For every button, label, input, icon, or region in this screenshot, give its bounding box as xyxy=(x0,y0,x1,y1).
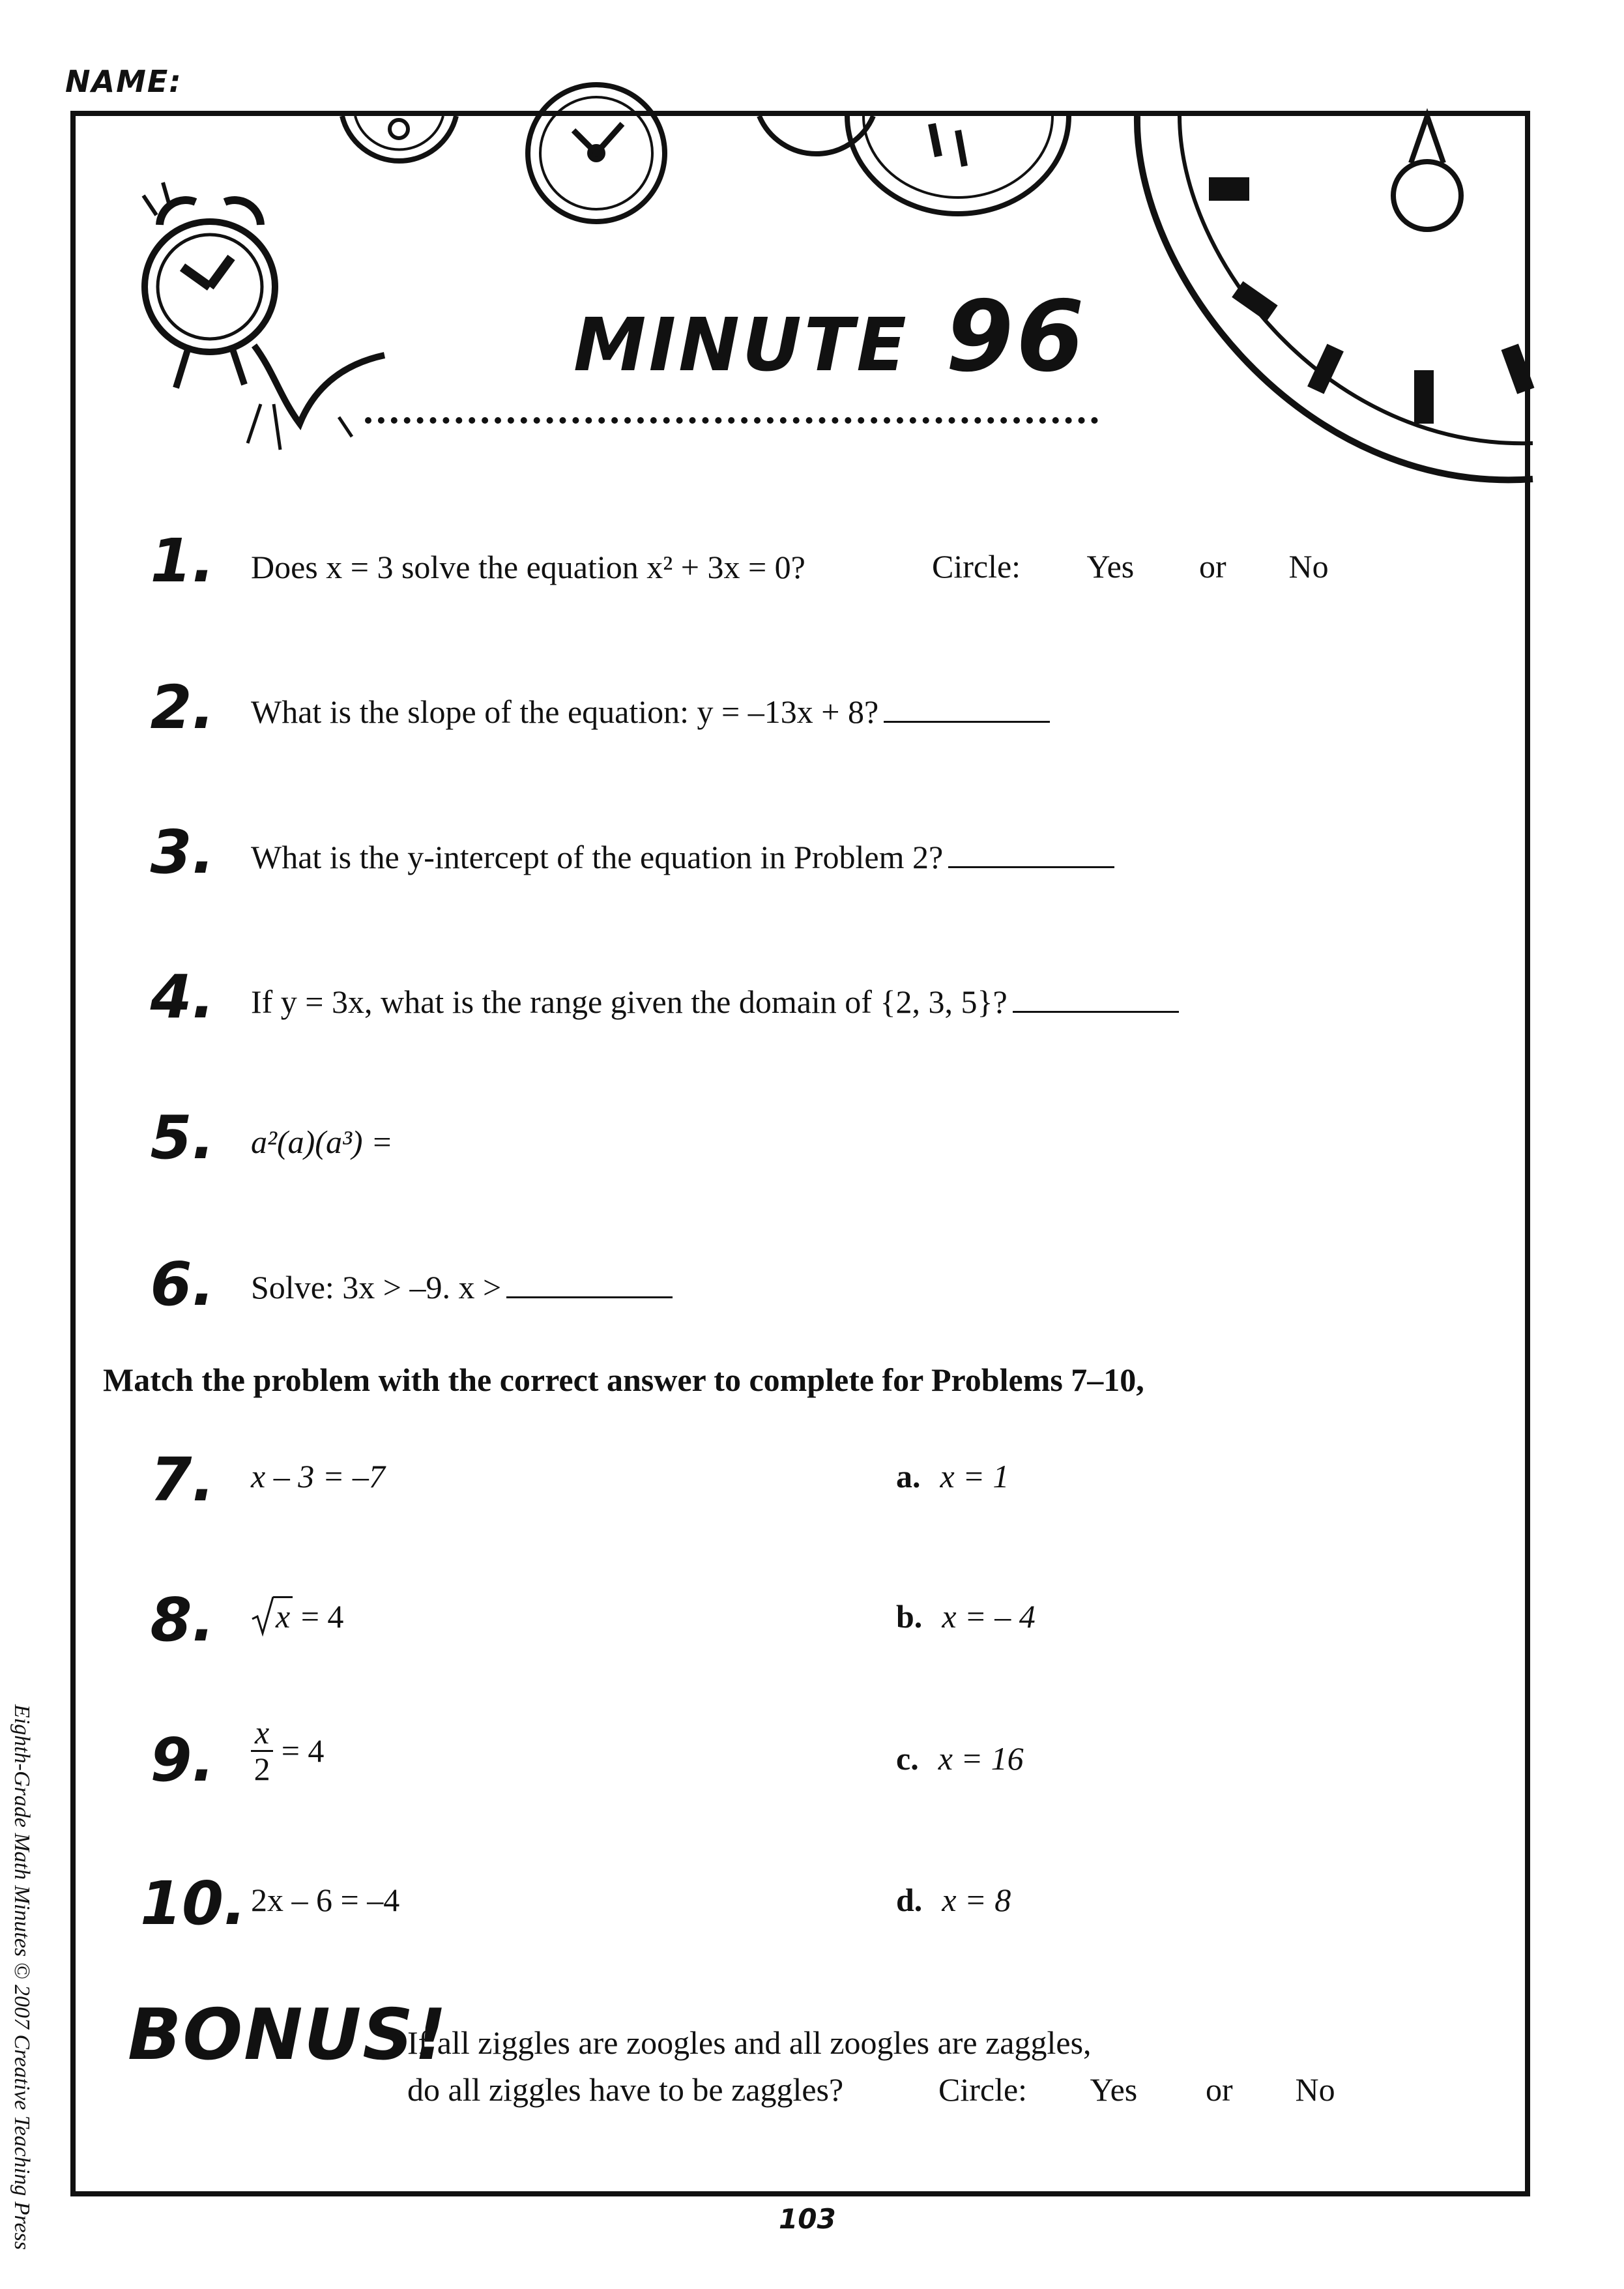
title-word: MINUTE xyxy=(573,303,909,388)
question-number: 4. xyxy=(150,962,215,1032)
question-number: 8. xyxy=(150,1585,215,1655)
bonus-question-line-2-text: do all ziggles have to be zaggles? xyxy=(407,2071,844,2108)
radical-sign-icon xyxy=(251,1596,274,1637)
fraction-numerator: x xyxy=(251,1715,273,1752)
bonus-question-line-2 xyxy=(407,2071,843,2108)
match-answer: x = 16 xyxy=(938,1740,1024,1777)
question-text: a²(a)(a³) = xyxy=(251,1124,393,1160)
circle-label: Circle: xyxy=(938,2071,1028,2108)
bonus-label: BONUS! xyxy=(128,1994,448,2076)
question-row xyxy=(251,838,1114,877)
matching-instructions: Match the problem with the correct answer to complete for Problems 7–10, xyxy=(103,1362,1144,1398)
question-number: 7. xyxy=(150,1445,215,1515)
question-text: Does x = 3 solve the equation x² + 3x = 0? xyxy=(251,549,805,585)
option-no[interactable]: No xyxy=(1295,2071,1335,2108)
page-number: 103 xyxy=(779,2203,836,2235)
question-text: Solve: 3x > –9. x > xyxy=(251,1269,502,1305)
question-number: 10. xyxy=(140,1869,246,1938)
match-problem: 2x – 6 = –4 xyxy=(251,1882,400,1918)
match-answer-row xyxy=(896,1597,1036,1636)
question-number: 3. xyxy=(150,817,215,887)
equation-rhs: = 4 xyxy=(281,1732,325,1769)
question-row xyxy=(251,1268,673,1307)
fraction-denominator: 2 xyxy=(254,1750,270,1787)
bonus-question-line-1: If all ziggles are zoogles and all zoogles are zaggles, xyxy=(407,2024,1092,2061)
question-number: 6. xyxy=(150,1249,215,1319)
radicand: x xyxy=(273,1596,293,1635)
question-text: What is the slope of the equation: y = –13x + 8? xyxy=(251,693,879,730)
option-no[interactable]: No xyxy=(1288,548,1329,585)
fraction xyxy=(251,1715,273,1786)
match-answer-row xyxy=(896,1457,1009,1496)
match-answer: x = 1 xyxy=(940,1458,1009,1494)
title-number: 96 xyxy=(945,280,1087,394)
match-problem xyxy=(251,1715,324,1786)
match-answer-row xyxy=(896,1739,1024,1778)
side-credit: Eighth-Grade Math Minutes © 2007 Creative Teaching Press xyxy=(10,1704,34,2251)
option-or: or xyxy=(1206,2071,1233,2108)
question-row xyxy=(251,692,1050,731)
question-text: What is the y-intercept of the equation in Problem 2? xyxy=(251,839,944,875)
answer-blank[interactable] xyxy=(948,840,1114,868)
equation-rhs: = 4 xyxy=(300,1598,344,1635)
page-title xyxy=(573,280,1087,394)
question-row xyxy=(251,982,1179,1021)
option-yes[interactable]: Yes xyxy=(1086,548,1135,585)
question-number: 1. xyxy=(150,526,215,596)
match-answer-row xyxy=(896,1880,1011,1919)
match-letter: b. xyxy=(896,1598,923,1635)
match-problem: x – 3 = –7 xyxy=(251,1458,385,1494)
circle-options xyxy=(932,547,1329,585)
circle-label: Circle: xyxy=(932,548,1021,585)
option-yes[interactable]: Yes xyxy=(1090,2071,1138,2108)
name-label: NAME: xyxy=(65,64,182,99)
question-number: 9. xyxy=(150,1725,215,1795)
answer-blank[interactable] xyxy=(884,695,1050,723)
question-number: 2. xyxy=(150,673,215,742)
question-text: If y = 3x, what is the range given the domain of {2, 3, 5}? xyxy=(251,984,1008,1020)
match-letter: d. xyxy=(896,1882,923,1918)
bonus-circle-options xyxy=(938,2071,1335,2108)
option-or: or xyxy=(1199,548,1226,585)
match-letter: c. xyxy=(896,1740,919,1777)
question-number: 5. xyxy=(150,1103,215,1173)
title-dotted-rule xyxy=(365,417,1098,424)
match-answer: x = 8 xyxy=(942,1882,1011,1918)
match-letter: a. xyxy=(896,1458,921,1494)
answer-blank[interactable] xyxy=(1013,985,1179,1013)
match-problem xyxy=(251,1597,343,1636)
answer-blank[interactable] xyxy=(506,1270,673,1298)
match-answer: x = – 4 xyxy=(942,1598,1036,1635)
square-root xyxy=(251,1597,293,1636)
